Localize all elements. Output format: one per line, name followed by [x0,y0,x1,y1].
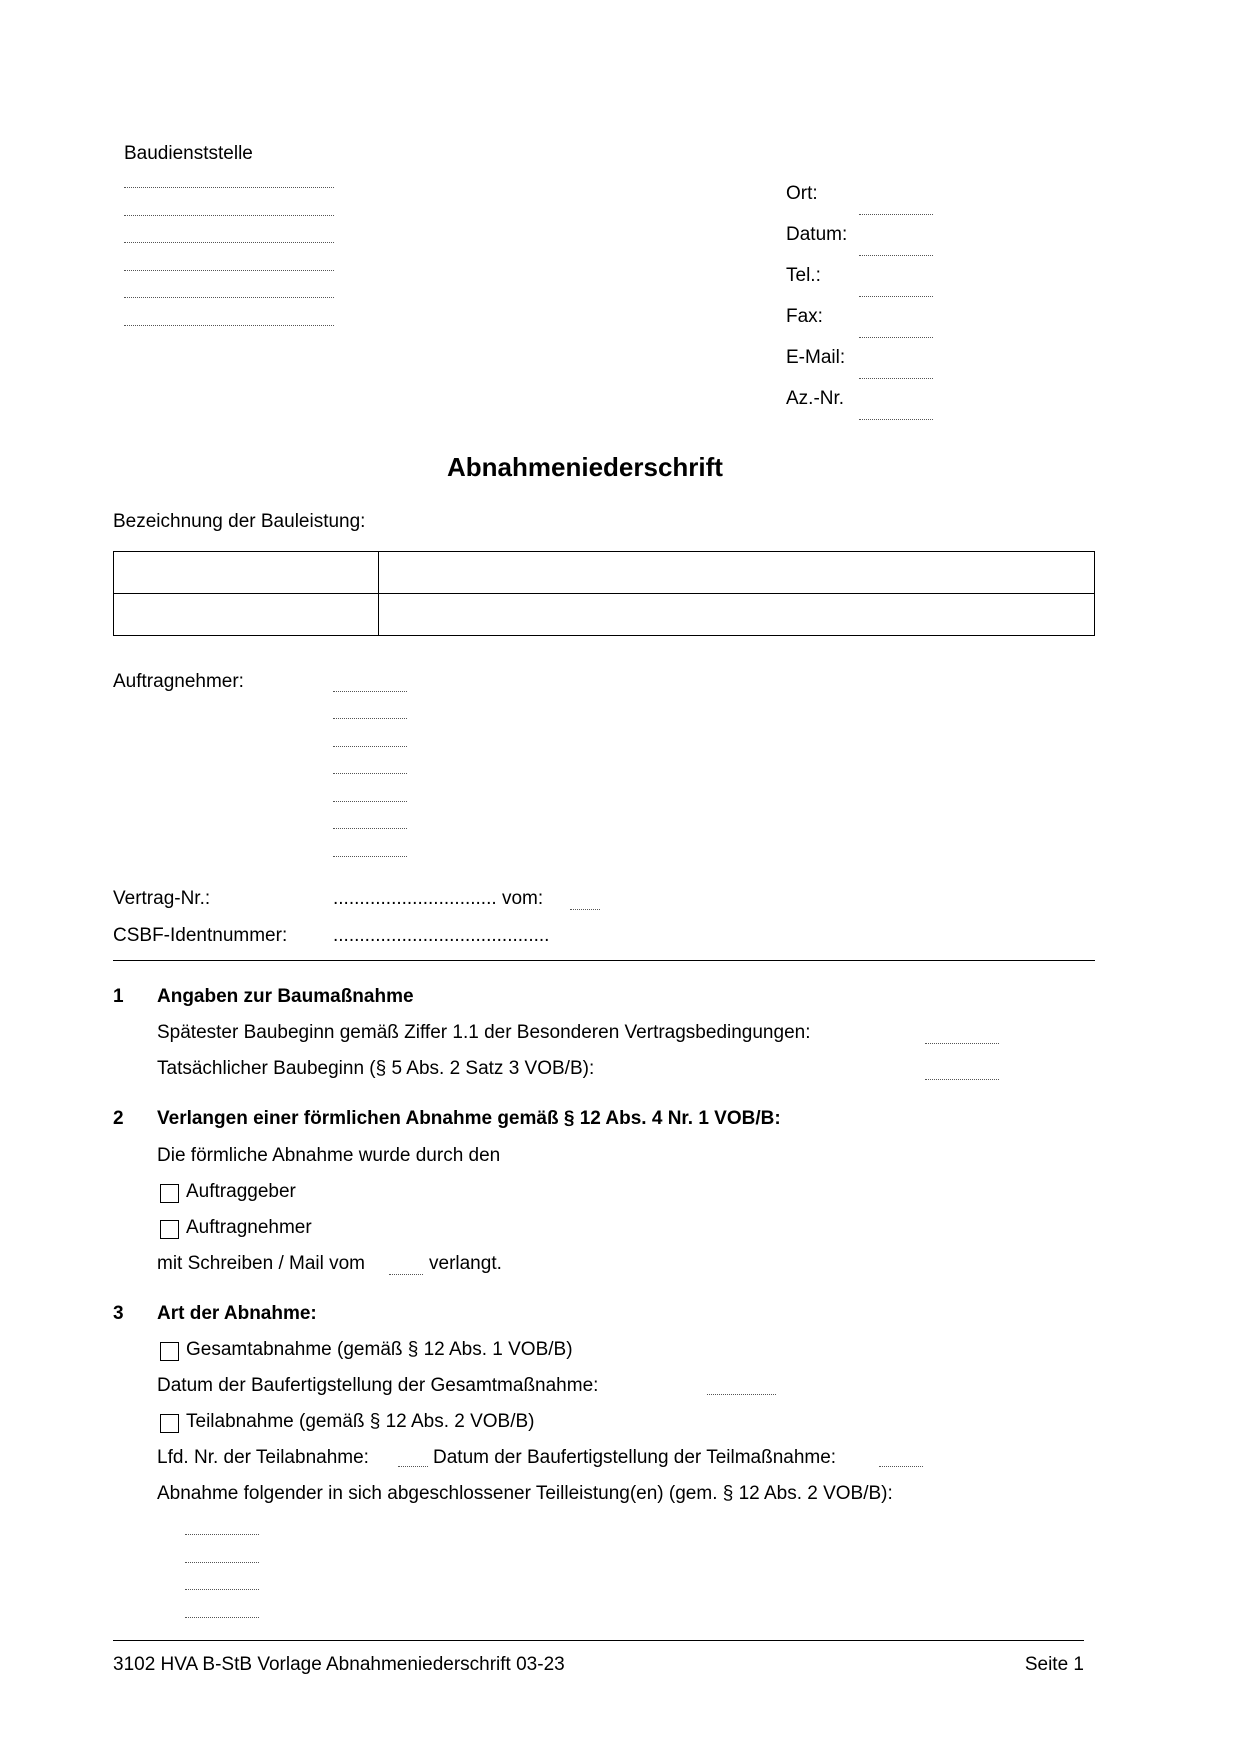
auftraggeber-checkbox[interactable] [160,1184,179,1203]
section-1-heading: Angaben zur Baumaßnahme [157,986,414,1007]
section-3-number: 3 [113,1303,124,1324]
auftragnehmer-checkbox[interactable] [160,1220,179,1239]
abnahme-folgender-label: Abnahme folgender in sich abgeschlossener Teilleistung(en) (gem. § 12 Abs. 2 VOB/B): [157,1483,893,1504]
teilleistung-line-2[interactable] [185,1562,259,1563]
teilleistung-line-3[interactable] [185,1589,259,1590]
aznr-field[interactable] [859,419,933,420]
spaetester-baubeginn-label: Spätester Baubeginn gemäß Ziffer 1.1 der Besonderen Vertragsbedingungen: [157,1022,811,1043]
datum-label: Datum: [786,224,848,245]
lfd-nr-label: Lfd. Nr. der Teilabnahme: [157,1447,369,1468]
teilleistung-line-1[interactable] [185,1534,259,1535]
schreiben-prefix: mit Schreiben / Mail vom [157,1253,366,1274]
bezeichnung-cell-1-2[interactable] [379,552,1095,594]
bezeichnung-table [113,551,1095,636]
baudienststelle-line-1[interactable] [124,187,334,188]
auftragnehmer-line-5[interactable] [333,801,407,802]
fax-label: Fax: [786,306,823,327]
datum-field[interactable] [859,255,933,256]
vertrag-nr-field[interactable] [333,888,543,910]
divider [113,960,1095,961]
baudienststelle-line-4[interactable] [124,270,334,271]
section-2-number: 2 [113,1108,124,1129]
teilabnahme-checkbox[interactable] [160,1414,179,1433]
tel-field[interactable] [859,296,933,297]
bezeichnung-cell-2-1[interactable] [114,594,379,636]
footer-document-id: 3102 HVA B-StB Vorlage Abnahmeniederschrift 03-23 [113,1654,565,1675]
teil-datum-field[interactable] [879,1466,923,1467]
ort-field[interactable] [859,214,933,215]
auftragnehmer-option-label: Auftragnehmer [186,1217,312,1238]
email-field[interactable] [859,378,933,379]
aznr-label: Az.-Nr. [786,388,845,409]
tatsaechlicher-baubeginn-label: Tatsächlicher Baubeginn (§ 5 Abs. 2 Satz 3 VOB/B): [157,1058,595,1079]
baudienststelle-line-2[interactable] [124,215,334,216]
vertrag-label: Vertrag-Nr.: [113,888,211,909]
section-1-number: 1 [113,986,124,1007]
teilleistung-line-4[interactable] [185,1617,259,1618]
auftragnehmer-line-2[interactable] [333,718,407,719]
schreiben-suffix: verlangt. [429,1253,502,1274]
fax-field[interactable] [859,337,933,338]
vertrag-vom-field[interactable] [570,909,600,910]
baudienststelle-line-3[interactable] [124,242,334,243]
csbf-label: CSBF-Identnummer: [113,925,288,946]
gesamt-datum-field[interactable] [707,1394,776,1395]
auftragnehmer-line-1[interactable] [333,691,407,692]
auftraggeber-label: Auftraggeber [186,1181,296,1202]
csbf-field[interactable]: ......................................... [333,925,550,946]
section-3-heading: Art der Abnahme: [157,1303,317,1324]
footer-divider [113,1640,1084,1641]
gesamt-datum-label: Datum der Baufertigstellung der Gesamtmaßnahme: [157,1375,599,1396]
auftragnehmer-line-3[interactable] [333,746,407,747]
vertrag-vom-label: vom: [501,888,544,909]
bezeichnung-cell-2-2[interactable] [379,594,1095,636]
bezeichnung-cell-1-1[interactable] [114,552,379,594]
bezeichnung-label: Bezeichnung der Bauleistung: [113,511,366,532]
baudienststelle-line-6[interactable] [124,325,334,326]
baudienststelle-line-5[interactable] [124,297,334,298]
ort-label: Ort: [786,183,818,204]
teilabnahme-label: Teilabnahme (gemäß § 12 Abs. 2 VOB/B) [186,1411,535,1432]
auftragnehmer-line-4[interactable] [333,773,407,774]
teil-datum-label: Datum der Baufertigstellung der Teilmaßnahme: [433,1447,837,1468]
section-2-heading: Verlangen einer förmlichen Abnahme gemäß § 12 Abs. 4 Nr. 1 VOB/B: [157,1108,781,1129]
gesamtabnahme-label: Gesamtabnahme (gemäß § 12 Abs. 1 VOB/B) [186,1339,573,1360]
gesamtabnahme-checkbox[interactable] [160,1342,179,1361]
tatsaechlicher-baubeginn-field[interactable] [925,1079,999,1080]
tel-label: Tel.: [786,265,821,286]
lfd-nr-field[interactable] [398,1466,428,1467]
auftragnehmer-label: Auftragnehmer: [113,671,244,692]
section-2-intro: Die förmliche Abnahme wurde durch den [157,1145,501,1166]
page-title: Abnahmeniederschrift [447,452,723,482]
footer-page-number: Seite 1 [1024,1654,1084,1675]
email-label: E-Mail: [786,347,846,368]
spaetester-baubeginn-field[interactable] [925,1043,999,1044]
auftragnehmer-line-6[interactable] [333,828,407,829]
auftragnehmer-line-7[interactable] [333,856,407,857]
vertrag-nr-value: ............................... [333,888,497,909]
baudienststelle-label: Baudienststelle [124,143,253,164]
schreiben-datum-field[interactable] [389,1274,423,1275]
